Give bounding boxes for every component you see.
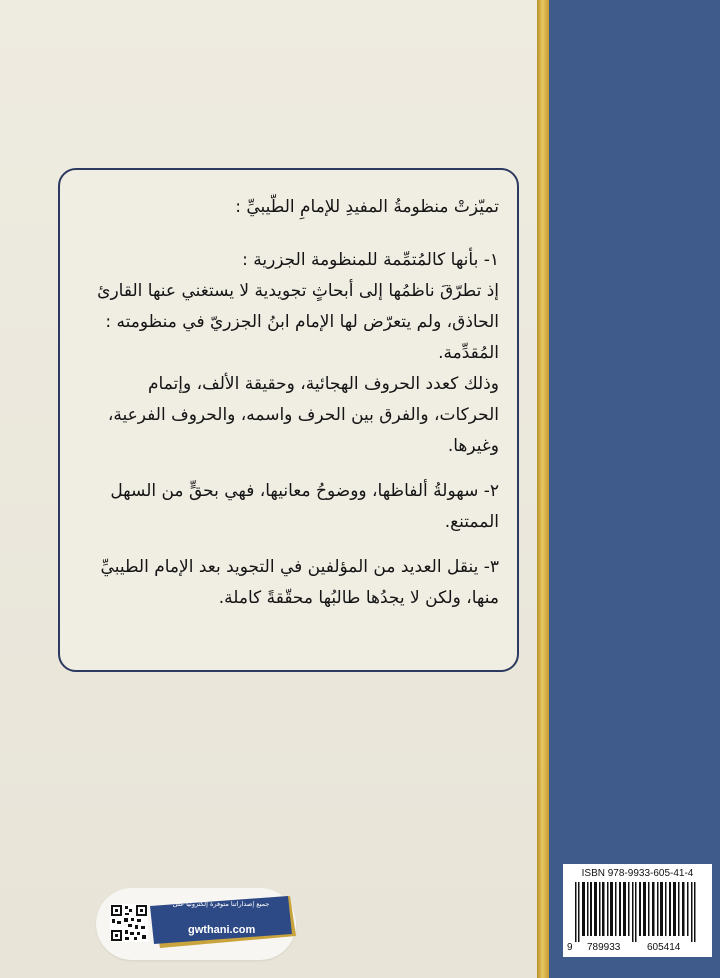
isbn-barcode bbox=[563, 864, 712, 957]
point-2: ٢- سهولةُ ألفاظها، ووضوحُ معانيها، فهي بحقٍّ من السهل الممتنع. bbox=[110, 481, 499, 532]
barcode-digit-first: 9 bbox=[567, 942, 573, 953]
point-1-body: إذ تطرّقَ ناظمُها إلى أبحاثٍ تجويدية لا يستغني عنها القارئ الحاذق، ولم يتعرّض لها الإمام ابنُ الجزريّ في منظومته : المُقدِّمة. bbox=[97, 281, 499, 363]
barcode-digits-right: 605414 bbox=[647, 942, 681, 953]
point-1-extra: وذلك كعدد الحروف الهجائية، وحقيقة الألف، وإتمام الحركات، والفرق بين الحرف واسمه، والحروف الفرعية، وغيرها. bbox=[107, 374, 499, 456]
qr-code-icon bbox=[110, 904, 148, 942]
publisher-tagline: جميع إصداراتنا متوفرة إلكترونيا على bbox=[172, 900, 270, 908]
box-heading: تميّزتْ منظومةُ المفيدِ للإمامِ الطّيبيِّ : bbox=[235, 197, 499, 217]
barcode-bars bbox=[575, 882, 700, 942]
description-box bbox=[58, 168, 519, 672]
blue-side-panel bbox=[549, 0, 720, 978]
point-1 bbox=[78, 245, 499, 462]
point-3: ٣- ينقل العديد من المؤلفين في التجويد بعد الإمام الطيبيِّ منها، ولكن لا يجدُها طالبُها محقّقةً كاملة. bbox=[100, 557, 499, 608]
isbn-label: ISBN 978-9933-605-41-4 bbox=[581, 868, 694, 879]
point-1-label: ١- بأنها كالمُتمِّمة للمنظومة الجزرية : bbox=[242, 250, 499, 270]
description-text bbox=[78, 192, 499, 628]
publisher-website: gwthani.com bbox=[188, 924, 256, 936]
publisher-banner bbox=[96, 888, 296, 960]
barcode-digits-left: 789933 bbox=[587, 942, 621, 953]
gold-border-strip bbox=[537, 0, 549, 978]
